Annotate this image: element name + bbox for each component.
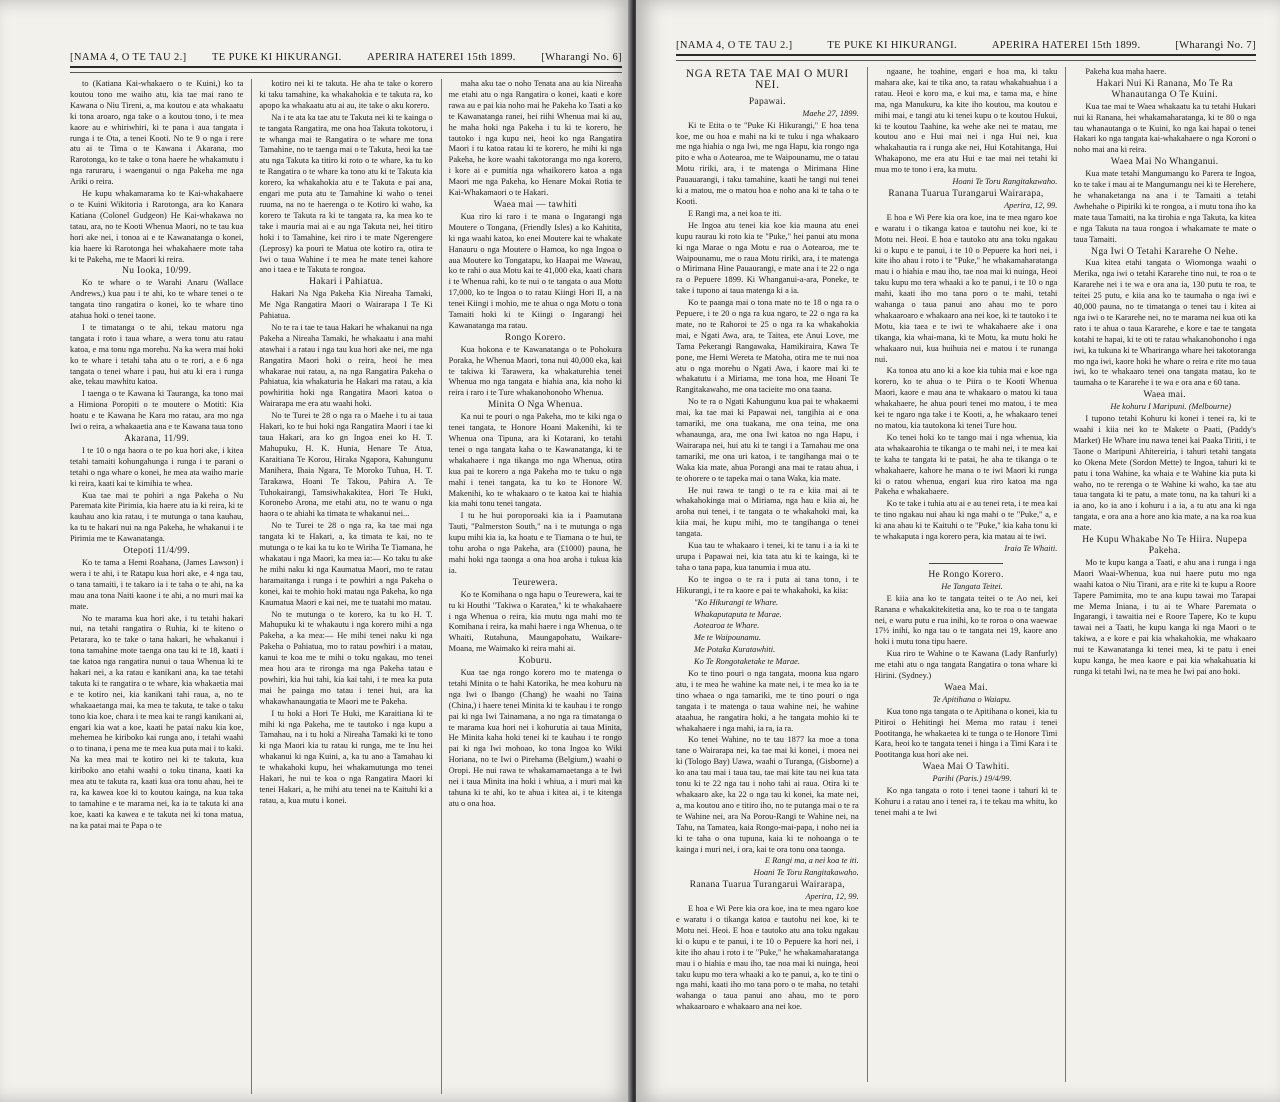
article-paragraph: He nui rawa te tangi o te ra e kiia mai ai te whakahokinga mai o Miriama, nga hau e kiia ai, he aroha nui tenei, i te tangata o te whakahoki mai, ka kiia mai, he kupu mihi, mo te tangihanga o tenei tangata. xyxy=(676,485,859,539)
article-paragraph: Ko te Komihana o nga hapu o Teurewera, kai te tu ki Houthi "Takiwa o Karatea," ki te whakahaere i nga Whenua o reira, kia mutu nga mahi mo te Komihana i reira, ka mahi haere i nga Whenua, o te Whaiti, Rutahuna, Maungapohatu, Waikare-Moana, me Waimako ki reira mahi ai. xyxy=(448,589,622,654)
section-heading: Hakari Nui Ki Ranana, Mo Te Ra Whanautanga O Te Kuini. xyxy=(1096,78,1233,100)
page-number: [Wharangi No. 7] xyxy=(1175,40,1256,51)
article-paragraph: Ka tonoa atu ano ki a koe kia tuhia mai e koe nga korero, ko te ahua o te Piira o te Kooti Whenua Maori, kaore e mau ana te whakaaro o matou ki taua whakahaere, he ahua pouri tenei mo matou, i te mea kei te ngaro nga take i te Kooti, a, he whakaaro tenei no matou, kia tautokona ki tenei Ture hou. xyxy=(874,366,1058,430)
article-paragraph: Mo te kupu kanga a Taati, e ahu ana i runga i nga Maori Waai-Whenua, kua nui haere putu mo nga waahi katoa o Niu Tirani, ara e rite ki te kupu a Roore Tapere Pamimita, mo te ana kupu tawai mo Tarapai me Mema Iniana, i tu ai te Whare Paremata o Ingarangi, i tawaitia nei e Roore Tapere, Ko te kupu tawai nei a Taati, he kupu kanga ki nga Maori o te takiwa, a e kore e pai kia whakahokia, me whakaaro nui te Kawanatanga ki tenei mea, ki te patu i enei kupu kanga, he mea kaore e pai kia whakahuatia ki runga ki tetahi Iwi, na te mea he Iwi pai ano hoki. xyxy=(1073,557,1257,676)
column-1 xyxy=(676,67,859,1082)
article-paragraph: Kua riro te Wahine o te Kawana (Lady Ranfurly) me etahi atu o nga tangata Rangatira o tona whare ki Hirini. (Sydney.) xyxy=(874,649,1058,681)
article-paragraph: Kua mate tetahi Mangumangu ko Parera te Ingoa, ko te take i mau ai te Mangumangu nei ki te Herehere, he whanaketanga na ana i te Tamaiti a tetahi Awhehahe o Pipiriki ki te rongoa, a i mutu tona iho ka mate taua Tamaiti, na ka tirohia e nga Takuta, ka kitea e nga Takuta na taua rongoa i whakamate te mate o taua Tamaiti. xyxy=(1073,169,1257,244)
article-paragraph: Ko tenei hoki ko te tango mai i nga whenua, kia ata whakaarohia te tikanga o te mahi nei, i te mea kai te kaha te tangata ki te patai, he aha te tikanga o te whakahaere, kahore he mana o te iwi Maori ki runga ki o ratou whenua, engari kua riro katoa ma nga Pakeha e whakahaere. xyxy=(874,432,1058,497)
article-paragraph: Ko te take i tuhia atu ai e au tenei reta, i te mea kai te tino ngakau nui ahau ki nga mahi o te "Puke," a, e ki ana ahau ki te Kaituhi o te "Puke," kia kaha tonu ki te whakaputa i nga korero pera, kia matau ai te iwi. xyxy=(874,499,1058,542)
section-heading: Waea Mai No Whanganui. xyxy=(1110,157,1219,168)
article-paragraph: Ka nui te pouri o nga Pakeha, mo te kiki nga o tenei tangata, te Honore Hoani Makenihi, ki te Whenua ona Tipuna, ara ki Kotarani, ko tetahi tenei o nga tangata kaha o te Kawanatanga, ki te whakahaere i nga tikanga mo nga Whenua, otira kua pai te korero a nga Pakeha mo te tuku o nga mahi i tenei tangata, ka tu ko te Honore W. Makenihi, ko te whakaaro o te katoa kai te hiahia kia mahi tonu tenei tangata. xyxy=(448,412,622,509)
section-heading: Waea Mai. xyxy=(944,682,988,693)
dateline: Aperira, 12, 99. xyxy=(1004,200,1058,210)
signature: E Rangi ma, a nei koa te iti. xyxy=(764,856,859,866)
left-newspaper-page xyxy=(0,0,632,1102)
section-heading: Otepoti 11/4/99. xyxy=(123,546,191,557)
article-paragraph: Ko tenei Wahine, no te tau 1877 ka moe a tona tane o Wairarapa nei, ka tae mai ki konei, i moea nei ki (Tologo Bay) Uawa, waahi o Turanga, (Gisborne) a ko ana tau mai i taua tau, tae mai kite tau nei kua tata tonu ki te 22 nga tau i noho tahi ai raua. Otira ki te whakaaro ake, ka 22 o nga tau ki konei, ka mate nei, a, ma koutou ano e titiro iho, no te putanga mai o te ra te Wahine nei, ara Na Porou-Rangi te Wahine nei, na Tahu, na Tamatea, kaia Rongo-mai-papa, i noho nei ia ki te taha o ona tupuna, kaia ki te nohoanga o te kainga i muri nei, i ora, kai te ora tonu ona taonga. xyxy=(676,735,859,854)
article-paragraph: maha aku tae o noho Tenata ana au kia Nireaha me etahi atu o nga Rangatira o konei, kaati e kore rawa au e pai kia noho mai he Pakeha ko Taati a ko te Kawanatanga ranei, hei riihi Whenua mai ki au, he maha hoki nga Pakeha i tu ki te korero, he tautoko i nga kupu nei, heoi ko nga Rangatira Maori i tu katoa ratau ki te korero, he mihi ki nga Pakeha, he kore waahi takotoranga mo nga korero, i kore ai e pumitia nga whaikorero katoa a nga Maori me nga Pakeha, ko Henare Mokai Rotia te Kai-Whakamaori o te Hakari. xyxy=(448,79,622,198)
article-paragraph: kotiro nei ki te takuta. He aha te take o korero ki taku tamahine, ka whakahokia e te takuta ra, ko apopo ka whakaatu atu ai au, ite take o aku korero. xyxy=(259,79,433,110)
article-paragraph: Ko te ingoa o te ra i puta ai tana tono, i te Hikurangi, i te ra kaore e pai te whakahoki, ka kiia: xyxy=(676,574,859,595)
article-paragraph: E Rangi ma, a nei koa te iti. xyxy=(688,208,782,218)
signature: Hoani Te Toru Rangitakawaho. xyxy=(753,868,859,878)
issue-date: APERIRA HATEREI 15th 1899. xyxy=(991,40,1141,51)
article-paragraph: Kua tono nga tangata o te Apitihana o konei, kia tu Pitiroi o Hehitingi hei Mema mo ratau i tenei Pootitanga, he whakaetea ki te tunga o te Honore Timi Kara, heoi ko te tangata tenei i hinga i a Timi Kara i te Pootitanga kua hori ake nei. xyxy=(874,706,1058,760)
section-divider xyxy=(929,563,1002,564)
dateline: Aperira, 12, 99. xyxy=(805,892,859,902)
article-paragraph: E kiia ana ko te tangata teitei o te Ao nei, kei Ranana e whakakitekitetia ana, ko te roa o te tangata nei, e waru putu e rua inihi, ko te roroa o ona waewae 17½ inihi, ko nga tau o te tangata nei 19, kaore ano hoki i mutu tona tipu haere. xyxy=(874,593,1058,647)
masthead: TE PUKE KI HIKURANGI. xyxy=(211,52,342,63)
article-paragraph: I taenga o te Kawana ki Tauranga, ka tono mai a Himiona Poropiti o te moutere o Motiti: Kia hoatu e te Kawana he Kara mo ratau, ara mo nga Iwi o reira, a whakaaetia ana e te Kawana taua tono xyxy=(70,389,244,432)
masthead: TE PUKE KI HIKURANGI. xyxy=(827,40,958,51)
article-paragraph: Na i te ata ka tae atu te Takuta nei ki te kainga o te tangata Rangatira, me ona hoa Takuta tokotoru, i te whanga mai te Rangatira o te whare me tona Tamahine, no te taenga mai o te Takuta, heoi ka tae atu nga Takuta ka titiro ki roto o te whare, ka tu ko te Rangatira o te whare ka tono atu ki te Takuta kia korero, ka whakahokia atu e te Takuta e pai ana, engari me puta atu te Tamahine ki waho o tenei ruuma, na no te haerenga o te Kotiro ki waho, ka korero te Takuta ra ki te tangata ra, ka mea ko te take i mauria mai ai e au nga Takuta nei, hei titiro hoki i to Tamahine, kei riro i te mate Ngerengere (Leprosy) ka pouri te Matua ote kotiro ra, otira te Iwi o taua Wahine i te mea he mate tenei kahore ano i taea e te Takuta te rongoa. xyxy=(259,112,433,275)
section-heading: Teurewera. xyxy=(512,577,558,588)
signature: Iraia Te Whaiti. xyxy=(1004,543,1058,553)
section-heading: Waea Mai O Tawhiti. xyxy=(922,762,1010,773)
article-paragraph: Ko nga tangata o roto i tenei taone i tahuri ki te Kohuru i a ratau ano i tenei ra, i te tekau ma whitu, ko tenei mahi a te Iwi xyxy=(874,786,1058,817)
page-header-right xyxy=(676,40,1256,56)
article-paragraph: ngaane, he toahine, engari e hoa ma, ki taku mahara ake, kai te tika ano, ta ratau whakahuahua i a ratau. Heoi e koro ma, e kui ma, e tama ma, e hine ma, nga Manukuru, ka kite iho koutou, ma koutou e mihi mai, e tangi atu ki tenei kupu o te koutou Hukui, ki te koutou Taahine, ka wehe ake nei te matau, me koutou ano e Hui mai nei i nga Hui nei, kua whakahautia ra i runga ake nei, Hui Kotahitanga, Hui Whakapono, me era atu Hui e tae mai nei tetahi ki mua mo te tono i era, ka mutu. xyxy=(874,67,1058,175)
article-paragraph: Kua riro ki raro i te mana o Ingarangi nga Moutere o Tongana, (Friendly Isles) a ko Kahitita, ki nga waahi katoa, ko enei Moutere kai te whakate Hanauru o nga Moutere o Hamoa, ko nga Ingoa o aua Moutere ko Tongatapu, ko Haapai me Wawau, ko te rahi o aua Motu kai te 41,000 eka, kaati chara i te Whenua rahi, ko te nui o te tangata o aua Motu 17,000, ko te Ingoa o to ratau Kiingi Hori II, a na tenei Kiingi i mohio, me te ahua o nga Motu o tona Tamaiti hoki ki te Kiingi o Ingarangi hei Kawanatanga ma ratau. xyxy=(448,211,622,330)
poem-line: Me Potaka Kuratawhiti. xyxy=(694,645,776,655)
issue-label: [NAMA 4, O TE TAU 2.] xyxy=(70,52,187,63)
article-paragraph: Ko te paanga mai o tona mate no te 18 o nga ra o Pepuere, i te 20 o nga ra kua ngaro, te 22 o nga ra ka mate, no te Rahoroi te 25 o nga ra ka whakahokia mai, e Ngati Awa, ara, te Taitea, ete Anui Love, me Tama Pekerangi Rangawaka, Hamikiraira, Kawa Te pone, me Hemi Wereta te Matoha, otira me te nui noa atu o nga morehu o Ngati Awa, i kaore mai ki te whakatutu i a Miriama, me tona hoa, me Hoani Te Rangitakawaho, me ona tacieite mo ona taana. xyxy=(676,298,859,395)
poem-line: Me te Waipounamu. xyxy=(694,633,761,643)
article-paragraph: Kua tae mai te Waea whakaatu ka tu tetahi Hukari nui ki Ranana, hei whakamaharatanga, ki te 80 o nga tau whanautanga o te Kuini, ko nga kai hapai o tenei Hakari ko nga tangata kai-whakahaere o nga Koroni o noho mai ana ki reira. xyxy=(1073,101,1257,155)
article-paragraph: to (Katiana Kai-whakaero o te Kuini,) ko ta koutou tono me waiho atu, kia tae mai rano te Kawana o Niu Tireni, a, ma koutou e ata whakaatu ki tona aroaro, nga take o a koutou tono, i te mea kaore au e whiriwhiri, ki te pana i aua tangata i runga i te Ota, a tenei Kooti. No te 9 o nga i rere atu ai te Tima o te Kawana i Akarana, mo Rarotonga, ko te take o tona haere he whakamutu i nga raruraru, i waenganui o nga Pakeha me nga Ariki o reira. xyxy=(70,79,244,187)
article-paragraph: No te mutunga o te korero, ka tu ko H. T. Mahupuku ki te whakautu i nga korero mihi a nga Pakeha, a ka mea:— He mihi tenei naku ki nga Pakeha o Pahiatua, mo to ratau powhiri i a matau, kanui te koa me te mihi o toku ngakau, mo tenei mea hou ara te rironga ma nga Pakeha tatau e powhiri, kia hui tahi, kia kai tahi, i te mea ka puta mai he painga mo tatau i tenei hui, ara ka whakawhanaungatia te Maori me te Pakeha. xyxy=(259,609,433,706)
article-paragraph: Kua tae mai te pohiri a nga Pakeha o Nu Paremata kite Pirimia, kia haere atu ia ki reira, ki te kauhau ano kia ratau, i te mutunga o tana kauhau, ka tu te hakari nui na nga Pakeha, he whakanui i te Pirimia me te Kawanatanga. xyxy=(70,490,244,544)
column-3 xyxy=(441,79,622,1094)
column-2 xyxy=(251,79,432,1094)
article-paragraph: No te ra i tae te taua Hakari he whakanui na nga Pakeha a Nireaha Tamaki, he whakaatu i ana mahi atawhai i a ratau i nga tau kua hori ake nei, me nga Rangatira Maori hoki o reira, heoi he mea whakarae nui ratau, a, na nga Rangatira Pakeha o Pahiatua, kia whakaturia he Hakari ma ratau, a kia powhiritia hoki nga Rangatira Maori katoa o Wairarapa me era atu waahi hoki. xyxy=(259,322,433,409)
section-heading: Akarana, 11/99. xyxy=(124,434,190,444)
article-paragraph: Ko te tama a Hemi Roahana, (James Lawson) i wera i te ahi, i te Ratapu kua hori ake, e 4 nga tau, o tana tamaiti, i te takaro ia i te taha o te ahi, na ka mau ana tona Naiti kaone i te ahi, a no muri mai ka mate. xyxy=(70,557,244,611)
article-paragraph: Ko te whare o te Warahi Anaru (Wallace Andrews,) kua pau i te ahi, ko te whare tenei o te tangata tino rangatira o konei, ko te whare tino atahua hoki o tenei taone. xyxy=(70,278,244,321)
poem-line: Whakaputaputa te Marae. xyxy=(694,609,782,619)
issue-date: APERIRA HATEREI 15th 1899. xyxy=(367,52,516,63)
section-heading: Hakari i Pahiatua. xyxy=(309,277,383,288)
article-paragraph: No te ra o Ngati Kahungunu kua pai te whakaemi mai, ka tae mai ki Papawai nei, tangihia ai e ona tamariki, me ona tuakana, me ona teina, me ona whanaunga, ara, me ona Iwi katoa no nga Hapu, i Wairarapa nei, hui atu ki te tangi i a Tamahau me ona tamariki, me ona uri katoa, i te tangihanga mai o te Waka kia mate, ahua Porangi ana mai te ratau ahua, i te ohorere o te tapeka mai o tana Waka, kia mate. xyxy=(676,397,859,483)
issue-label: [NAMA 4, O TE TAU 2.] xyxy=(676,40,793,51)
signature: Hoani Te Toru Rangitakawaho. xyxy=(952,177,1058,187)
section-heading: Koburu. xyxy=(518,656,553,667)
article-paragraph: Hakari Na Nga Pakeha Kia Nireaha Tamaki, Me Nga Rangatira Maori o Wairarapa I Te Ki Pahiatua. xyxy=(259,289,433,321)
section-heading: Ranana Tuarua Turangarui Wairarapa, xyxy=(888,188,1044,199)
article-paragraph: No te marama kua hori ake, i tu tetahi hakari nui, na tetahi rangatira o Ruhia, ki te kiteno o Petarara, ko te take o tana hakari, he whakanui i tona tamahine mote taenga ona tau ki te 18, kaati i tae katoa nga rangatira nunui o taua Whenua ki te hakari nei, a ka ratau e kanikani ana, ka tae tetahi takuta ki te rangatira o te whare, kia whakaetia mai e te kotiro nei, kia kanikani tahi raua, a, no te whakaaetanga mai, ka mea te takuta, te take o taku tono kia koe, chara i te mea kai te rangi kanikani ai, engari kia wat a koe, kaati he patai naku kia koe, mehemea he kiriboko kai runga ano, i tetahi waahi o to tinana, i pena me te mea kua puta mai i to kaki. Na ka mea mai te kotiro nei ki te takuta, kua kiriboko ano etahi waahi o toku tinana, kaati ka mea atu te takuta ra, kaati kua ora tonu ahau, hei te ra, ka kawea koe ki to koutou kainga, na kua taka to tamahine e te marama nei, ka ia te takuta ki ana koe, kaati ka kawea e te takuta nei ki tona matua, na ka patai mai te Papa o te xyxy=(70,613,244,830)
article-paragraph: No te Turei te 28 o nga ra o Maehe i tu ai taua Hakari, ko te hui hoki nga Rangatira Maori i tae ki taua Hakari, ara ko gn Ingoa enei ko H. T. Mahupuku, H. K. Hunia, Henare Te Atua, Karaitiana Te Korou, Hiraka Ngapora, Kahungunu Manihera, Ihaia Ngara, Te Moroko Tuhua, H. T. Tarakawa, Hoani Te Takou, Pahira A. Te Tuhokairangi, Tamsiwhakakitea, Hori Te Huki, Koronebo Arona, me etahi atu, no te wanu o nga haora o te ahiahi ka timata te whakanui nei... xyxy=(259,411,433,519)
section-subheading: Parihi (Paris.) 19/4/99. xyxy=(932,774,1012,784)
article-paragraph: E hoa e Wi Pere kia ora koe, ina te mea ngaro koe e waratu i o tikanga katoa e tautohu nei koe, ki te Motu nei. Heoi. E hoa e tautoko atu ana toku ngakau ki o kupu e te panui, i te 10 o Pepuere ka hori nei, i kite iho ahau i roto i te "Puke," he whakamaharatanga mau i o hiahia e mau iho, tae noa mai ki nuinga, heoi taku kupu mo tera whaaki a ko te panui, a, ko te tini o nga mahi, kaati iho mo tana poro o te maha, no tetahi wahanga o taua panui ano ahau, mo te poro whakaaroaro e whakaaro ana nei koe. xyxy=(676,904,859,1012)
article-paragraph: No te Turei te 28 o nga ra, ka tae mai nga tangata ki te Hakari, a, ka timata te kai, no te mutunga o te kai ka tu ko te Wiriha Te Tiamana, he whakatau i nga Maori, ka mea ia:— Ko taku tu ake he mihi naku ki nga Kaumatua Maori, mo te ratau haramaitanga i runga i te powhiri a nga Pakeha o konei, kai te mohio hoki matau nga Pakeha, ko nga Kaumatua Maori e kai nei, me te tuatahi mo matau. xyxy=(259,521,433,607)
section-heading: Rongo Korero. xyxy=(504,332,566,343)
right-newspaper-page xyxy=(636,0,1280,1102)
section-subheading: He kohuru I Maripuni. (Melbourne) xyxy=(1110,402,1232,412)
column-3 xyxy=(1065,67,1256,1082)
section-heading: Nga Iwi O Tetahi Kararehe O Nehe. xyxy=(1091,246,1239,257)
section-heading: Nu Iooka, 10/99. xyxy=(122,266,192,277)
section-heading: Papawai. xyxy=(748,96,786,107)
column-1 xyxy=(70,79,243,1094)
article-paragraph: Ko te tino pouri o nga tangata, moona kua ngaro atu, i te mea he wahine ka mate nei, i te mea ko ia te tino whaea o nga tamariki, me te tino pouri o nga tangata i te matenga o taua wahine nei, he wahine ataahua, he rangatira hoki, a he tangata mohio ki te whakahaere i nga mahi, ia ra, ia ra. xyxy=(676,669,859,733)
poem-line: "Ko Hikurangi te Whare. xyxy=(694,597,779,607)
article-paragraph: I te 10 o nga haora o te po kua hori ake, i kitea tetahi tamaiti kohungahunga i runga i te parani o tetahi o nga whare o konei, he mea ata waiho marie ki reira, kaati kai te kimihia te whea. xyxy=(70,445,244,488)
article-paragraph: I tu hoki a Hori Te Huki, me Karaitiana ki te mihi ki nga Pakeha, me te tautoko i nga kupu a Tamahau, na i tu hoki a Nireaha Tamaki ki te tono ki nga Maori kia tu ratau ki runga, me te Inu hei whakanui ki nga Kuini, a, ka tu ano a Tamahau ki te whakahoki kupu, hei whakamutunga mo tenei Hakari, he nui te koa o nga Rangatira Maori ki tenei Hakari, a, he mihi atu tenei na te Kaituhi ki a ratau, a, kua mutu i konei. xyxy=(259,708,433,805)
section-subheading: Te Apitihana o Waiapu. xyxy=(932,694,1012,704)
section-heading: Waea mai. xyxy=(1143,390,1186,401)
section-heading: He Rongo Korero. xyxy=(928,569,1004,580)
article-paragraph: Kua tau te whakaaro i tenei, ki te tanu i a ia ki te urupa i Papawai nei, kia tata atu ki te kainga, ki te taha o tana papa, kua tanumia i mua atu. xyxy=(676,541,859,572)
article-paragraph: I te timatanga o te ahi, tekau matoru nga tangata i roto i taua whare, a wera tonu atu ratau katoa, e ma tonu nga morehu. Na ka wera mai hoki ko te whare i tetahi taha atu o te rori, a e 6 nga tangata o tenei whare i pau, hui atu ki era i runga ake, tekau mawhitu katoa. xyxy=(70,322,244,387)
article-paragraph: I tupono tetahi Kohuru ki konei i tenei ra, ki te waahi i kiia nei ko te Makete o Paati, (Paddy's Market) He Whare inu nawa tenei kai Paaka Tiriti, i te Taone o Maripuni Ahitereiria, i tahuri tetahi tangata ko Okena Mete (Sordon Mette) te Ingoa, tahuri ki te patu i tona Wahine, ka whaia e te Wahine kia puta ki waho, no te rerenga o te Wahine ki waho, ka tae atu taua tangata ki te patu, a mate tonu, na ka tahuri ki a ia ano, ko ia ano i kohuru i a ia, a tu atu ana ki nga tangata, e ora ana a hore ano kia mate, a na ka roa kua mate. xyxy=(1073,414,1257,533)
poem-line: Aotearoa te Whare. xyxy=(694,621,760,631)
section-subheading: He Tangata Teitei. xyxy=(941,581,1003,591)
article-paragraph: Kua tae nga rongo korero mo te matenga o tetahi Minita o te hahi Katorika, he mea kohuru na nga Iwi o Ibango (Chang) he waahi no Taina (China,) i haere tenei Minita ki te kauhau i te rongo pai ki nga Iwi Tainamana, a no nga ra timatanga o te marama kua hori nei i kohurutia ai taua Minita, He Minita kaha hoki tenei ki te kauhau i te rongo pai ki nga Iwi mohoao, ko tona Ingoa ko Wiki Horiana, no te Iwi o Pirehama (Belgium,) waahi o Oropi. He nui rawa te whakamamaetanga a te Iwi nei i taua Minita ina hoki i whiua, a i muri mai ka tahuna ki te ahi, ko te ahua i kitea ai, i te kitenga atu o ona hoa. xyxy=(448,668,622,808)
page-header-left xyxy=(70,52,622,68)
columns-left xyxy=(70,72,622,1094)
article-paragraph: He Ingoa atu tenei kia koe kia mauna atu enei kupu raurau ki roto kia te "Puke," hei panui atu mona ki nga Marae o nga Motu e rua o Aotearoa, me te Waipounamu, me o raua Motu ririki, ara, i te matenga o Mirimana Hine Pauaurangi, e mate ana i te 22 o nga ra o Pepuere 1899. Ki Whanganui-a-ara, Poneke, te take i tupono ai taua matenga ki a ia. xyxy=(676,220,859,296)
article-paragraph: Kua hokona e te Kawanatanga o te Pohokura Poraka, he Whenua Maori, tona nui 40,000 eka, kai te takiwa ki Tarawera, ka whakaturehia tenei Whenua mo nga tangata e hiahia ana, kia noho ki reira i raro i te Ture whakanohonoho Whenua. xyxy=(448,344,622,398)
columns-right xyxy=(676,60,1256,1082)
section-heading: He Kupu Whakabe No Te Hiira. Nupepa Pakeha. xyxy=(1082,535,1248,556)
article-paragraph: I tu he hui poroporoaki kia ia i Paamutana Tauti, "Palmerston South," na i te mutunga o nga kupu mihi kia ia, ka hoatu e te Tiamana o te hui, te tohu aroha o nga Pakeha, ara (£1000) pauna, he mahi hoki nga taonga a ona hoa aroha i tukua kia ia. xyxy=(448,511,622,575)
article-paragraph: Kua kitea etahi tangata o Wiomonga waahi o Merika, nga iwi o tetahi Kararehe tino nui, te roa o te Kararehe nei i te wa e ora ana ia, 130 putu te roa, te teitei 25 putu, e kiia ana ko te taumaha o nga iwi e 40,000 pauna, no te timatanga o tenei tau i kitea ai nga iwi o te Kararehe nei, no te marama nei kua oti ka rato i te ahua o taua Kararehe, e kore e tae te tangata kotahi te hapai, ki te oti te ratau whakanohonoho i nga iwi, ka tukuna ki te Whariranga whare hei takotoranga mo nga iwi, kaore hoki he whare o reira e rite mo taua iwi, ko te whakaaro tenei ona tangata matau, ko te taumaha o te Kararehe i te wa e ora ana e 60 tana. xyxy=(1073,258,1257,388)
article-paragraph: Pakeha kua maha haere. xyxy=(1085,67,1167,76)
letters-title: NGA RETA TAE MAI O MURI NEI. xyxy=(685,68,849,91)
section-heading: Ranana Tuarua Turangarui Wairarapa, xyxy=(689,880,845,891)
column-2 xyxy=(867,67,1058,1082)
article-paragraph: He kupu whakamarama ko te Kai-whakahaere o te Kuini Wikitoria i Rarotonga, ara ko Kanara Katiana (Colonel Gudgeon) He Kai-whakawa no tatau, ara, no te Kooti Whenua Maori, no te tau kua hori ake nei, i tonoa ai e te Kawanatanga o konei, kia haere ki Rarotonga hei whakahaere mote taha ki te Pakeha, me te Maori ki reira. xyxy=(70,189,244,264)
poem-line: Ko Te Rongotaketake te Marae. xyxy=(694,657,800,667)
section-heading: Waea mai — tawhiti xyxy=(493,199,578,210)
article-paragraph: Ki te Etita o te "Puke Ki Hikurangi," E hoa tena koe, me ou hoa e mahi na ki te tuku i nga whakaaro me nga hiahia o nga Iwi, me nga Hapu, kia rongo nga pito e wha o Aotearoa, me te Waipounamu, me o tatau Motu ririki, ara, i te matenga o Mirimana Hine Pauauarangi, i taku tamahine, kaati he tangi nui tenei ki a matou, me o matou hoa e noho ana ki te taha o te Kooti. xyxy=(676,120,859,206)
dateline: Maehe 27, 1899. xyxy=(802,108,859,118)
article-paragraph: E hoa e Wi Pere kia ora koe, ina te mea ngaro koe e waratu i o tikanga katoa e tautohu nei koe, ki te Motu nei. Heoi. E hoa e tautoko atu ana toku ngakau ki o kupu e te panui, i te 10 o Pepuere ka hori nei, i kite iho ahau i roto i te "Puke," he whakamaharatanga mau i o hiahia e mau iho, tae noa mai ki nuinga, Heoi taku kupu mo tera whaaki a ko te panui, i te 10 o nga mahi, kaati iho mo tana poro o te mahi, tetahi wahanga o taua panui ano ahau mo te poro whakaaroaro e whakaaro ana nei koe, ki te tautoko i te Motu, kia taea e te iwi te whakahaere ake i ona tikanga, kia whai-mana, ki te Motu, ka mutu hoki he whakaaro nui, kua huihuia nei e matou i te runanga nui. xyxy=(874,212,1058,364)
section-heading: Minita O Nga Whenua. xyxy=(487,400,583,411)
page-number: [Wharangi No. 6] xyxy=(541,52,622,63)
